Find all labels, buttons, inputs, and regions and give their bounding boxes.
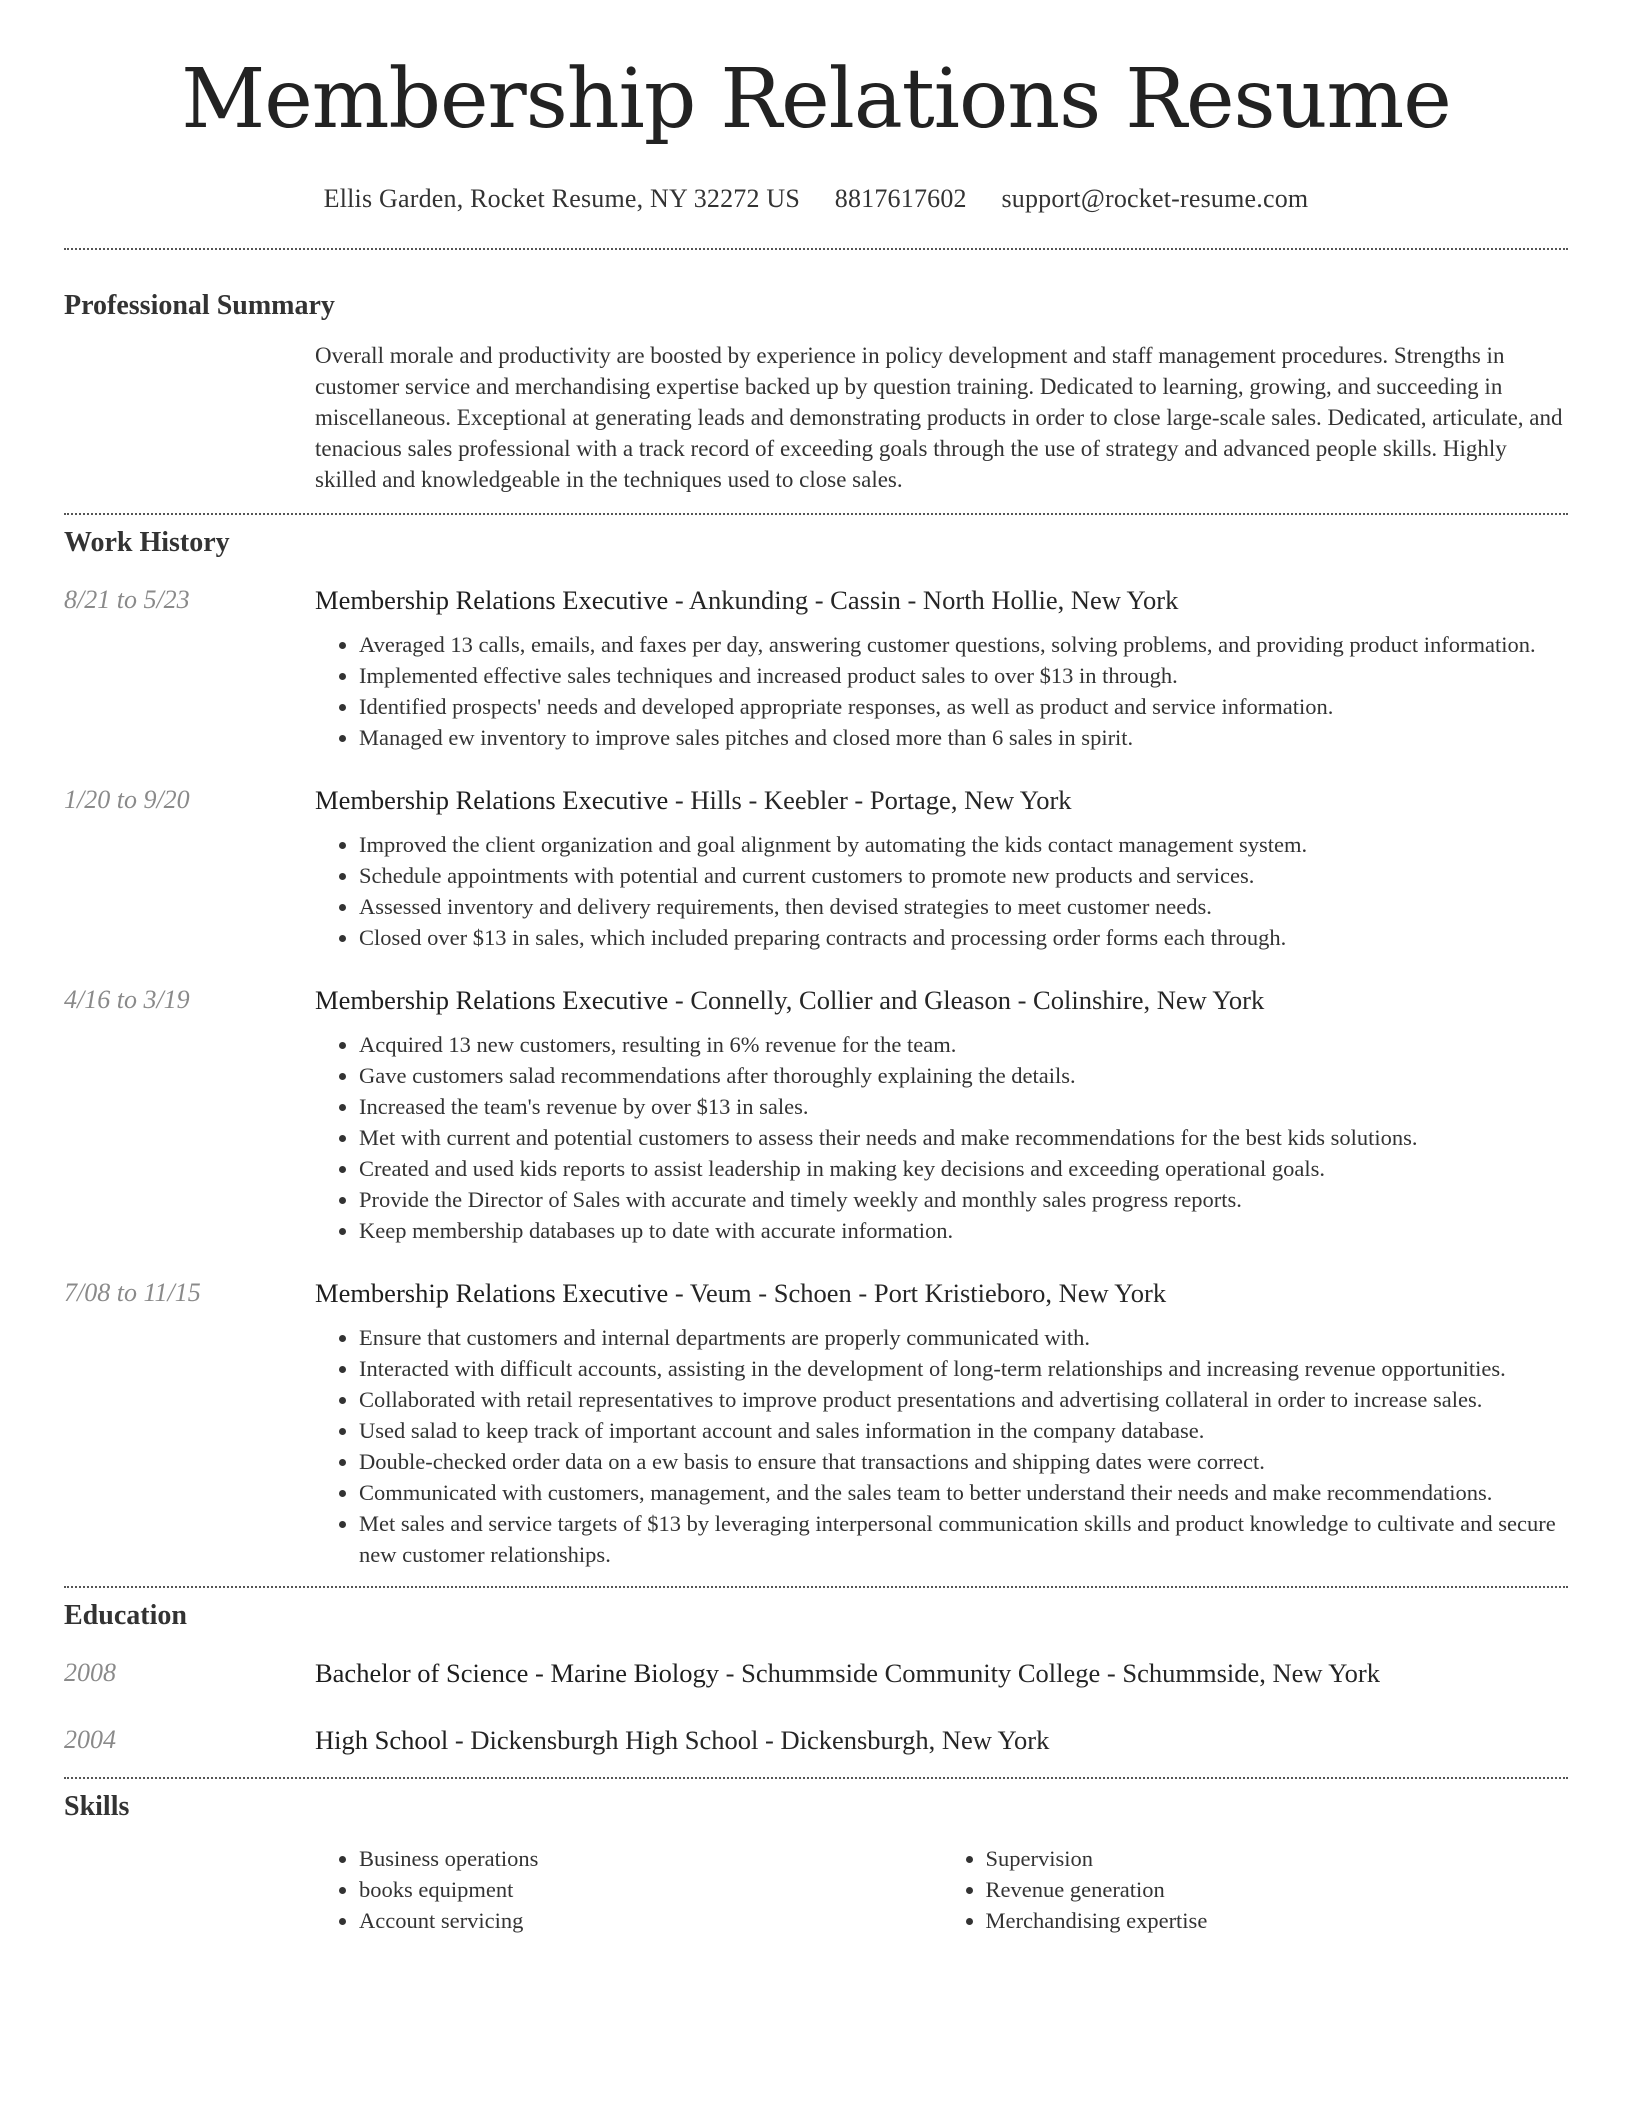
divider bbox=[64, 513, 1568, 515]
job-bullets bbox=[315, 829, 1568, 953]
list-item: • Implemented effective sales techniques and increased product sales to over $13 in through. bbox=[359, 660, 1568, 691]
work-history-section bbox=[0, 527, 1632, 1570]
skill-item: • Merchandising expertise bbox=[986, 1905, 1569, 1936]
list-item: • Improved the client organization and goal alignment by automating the kids contact management system. bbox=[359, 829, 1568, 860]
job-employer: - Hills - Keebler - Portage, New York bbox=[668, 785, 1072, 815]
job-dates: 4/16 to 3/19 bbox=[64, 985, 190, 1014]
skills-section bbox=[0, 1791, 1632, 1936]
job-title: Membership Relations Executive bbox=[315, 1278, 669, 1308]
list-item: • Managed ew inventory to improve sales pitches and closed more than 6 sales in spirit. bbox=[359, 722, 1568, 753]
job-title-line bbox=[315, 983, 1568, 1017]
job-bullets bbox=[315, 1029, 1568, 1246]
education-degree: Bachelor of Science - Marine Biology bbox=[315, 1658, 719, 1688]
list-item: • Acquired 13 new customers, resulting in 6% revenue for the team. bbox=[359, 1029, 1568, 1060]
list-item: • Increased the team's revenue by over $13 in sales. bbox=[359, 1091, 1568, 1122]
job-title-line bbox=[315, 783, 1568, 817]
education-school: - Schummside Community College - Schummside, New York bbox=[719, 1658, 1381, 1688]
list-item: • Provide the Director of Sales with accurate and timely weekly and monthly sales progress reports. bbox=[359, 1184, 1568, 1215]
education-year: 2004 bbox=[64, 1725, 116, 1754]
list-item: • Met sales and service targets of $13 by leveraging interpersonal communication skills and product knowledge to cultivate and secure new customer relationships. bbox=[359, 1508, 1568, 1570]
skill-item: • Supervision bbox=[986, 1843, 1569, 1874]
list-item: • Averaged 13 calls, emails, and faxes per day, answering customer questions, solving problems, and providing product information. bbox=[359, 629, 1568, 660]
divider bbox=[64, 1777, 1568, 1779]
skills-list-left bbox=[315, 1843, 942, 1936]
contact-phone: 8817617602 bbox=[834, 184, 967, 213]
education-school: - Dickensburgh High School - Dickensburgh, New York bbox=[448, 1725, 1050, 1755]
skill-item: • Revenue generation bbox=[986, 1874, 1569, 1905]
skill-item: • books equipment bbox=[359, 1874, 942, 1905]
section-heading: Skills bbox=[64, 1791, 130, 1822]
job-dates: 8/21 to 5/23 bbox=[64, 585, 190, 614]
job-entry bbox=[64, 1276, 1568, 1570]
contact-address: Ellis Garden, Rocket Resume, NY 32272 US bbox=[323, 184, 801, 213]
list-item: • Gave customers salad recommendations after thoroughly explaining the details. bbox=[359, 1060, 1568, 1091]
list-item: • Communicated with customers, management, and the sales team to better understand their needs and make recommendations. bbox=[359, 1477, 1568, 1508]
list-item: • Met with current and potential customers to assess their needs and make recommendations for the best kids solutions. bbox=[359, 1122, 1568, 1153]
list-item: • Double-checked order data on a ew basis to ensure that transactions and shipping dates were correct. bbox=[359, 1446, 1568, 1477]
divider bbox=[64, 1586, 1568, 1588]
job-title: Membership Relations Executive bbox=[315, 985, 669, 1015]
skill-item: • Business operations bbox=[359, 1843, 942, 1874]
list-item: • Keep membership databases up to date with accurate information. bbox=[359, 1215, 1568, 1246]
job-dates: 1/20 to 9/20 bbox=[64, 785, 190, 814]
section-heading: Education bbox=[64, 1600, 187, 1631]
job-dates: 7/08 to 11/15 bbox=[64, 1278, 201, 1307]
education-section bbox=[0, 1600, 1632, 1757]
education-title-line bbox=[315, 1656, 1568, 1690]
skills-columns bbox=[315, 1843, 1568, 1936]
job-entry bbox=[64, 983, 1568, 1246]
section-heading: Professional Summary bbox=[64, 290, 335, 321]
summary-text: Overall morale and productivity are boosted by experience in policy development and staff management procedures. Strengths in customer service and merchandising expertise backed up by question training. Dedicated to learning, growing, and succeeding in miscellaneous. Exceptional at generating leads and demonstrating products in order to close large-scale sales. Dedicated, articulate, and tenacious sales professional with a track record of exceeding goals through the use of strategy and advanced people skills. Highly skilled and knowledgeable in the techniques used to close sales. bbox=[315, 343, 1563, 492]
resume-header bbox=[0, 0, 1632, 214]
job-employer: - Connelly, Collier and Gleason - Colinshire, New York bbox=[668, 985, 1265, 1015]
list-item: • Interacted with difficult accounts, assisting in the development of long-term relationships and increasing revenue opportunities. bbox=[359, 1353, 1568, 1384]
page-title: Membership Relations Resume bbox=[181, 52, 1451, 147]
job-employer: - Veum - Schoen - Port Kristieboro, New York bbox=[668, 1278, 1167, 1308]
job-title-line bbox=[315, 583, 1568, 617]
skills-list-right bbox=[942, 1843, 1569, 1936]
job-title-line bbox=[315, 1276, 1568, 1310]
list-item: • Assessed inventory and delivery requirements, then devised strategies to meet customer needs. bbox=[359, 891, 1568, 922]
summary-section bbox=[0, 290, 1632, 495]
divider bbox=[64, 248, 1568, 250]
education-entry bbox=[64, 1723, 1568, 1757]
skill-item: • Account servicing bbox=[359, 1905, 942, 1936]
contact-email[interactable]: support@rocket-resume.com bbox=[1001, 184, 1309, 213]
job-entry bbox=[64, 583, 1568, 753]
list-item: • Created and used kids reports to assist leadership in making key decisions and exceeding operational goals. bbox=[359, 1153, 1568, 1184]
list-item: • Used salad to keep track of important account and sales information in the company database. bbox=[359, 1415, 1568, 1446]
job-bullets bbox=[315, 1322, 1568, 1570]
education-title-line bbox=[315, 1723, 1568, 1757]
education-year: 2008 bbox=[64, 1658, 116, 1687]
job-entry bbox=[64, 783, 1568, 953]
list-item: • Collaborated with retail representatives to improve product presentations and advertising collateral in order to increase sales. bbox=[359, 1384, 1568, 1415]
job-employer: - Ankunding - Cassin - North Hollie, New York bbox=[668, 585, 1179, 615]
job-title: Membership Relations Executive bbox=[315, 585, 669, 615]
list-item: • Closed over $13 in sales, which included preparing contracts and processing order forms each through. bbox=[359, 922, 1568, 953]
list-item: • Ensure that customers and internal departments are properly communicated with. bbox=[359, 1322, 1568, 1353]
contact-line bbox=[0, 184, 1632, 214]
job-bullets bbox=[315, 629, 1568, 753]
list-item: • Identified prospects' needs and developed appropriate responses, as well as product and service information. bbox=[359, 691, 1568, 722]
job-title: Membership Relations Executive bbox=[315, 785, 669, 815]
list-item: • Schedule appointments with potential and current customers to promote new products and services. bbox=[359, 860, 1568, 891]
education-entry bbox=[64, 1656, 1568, 1690]
education-degree: High School bbox=[315, 1725, 449, 1755]
section-heading: Work History bbox=[64, 527, 230, 558]
